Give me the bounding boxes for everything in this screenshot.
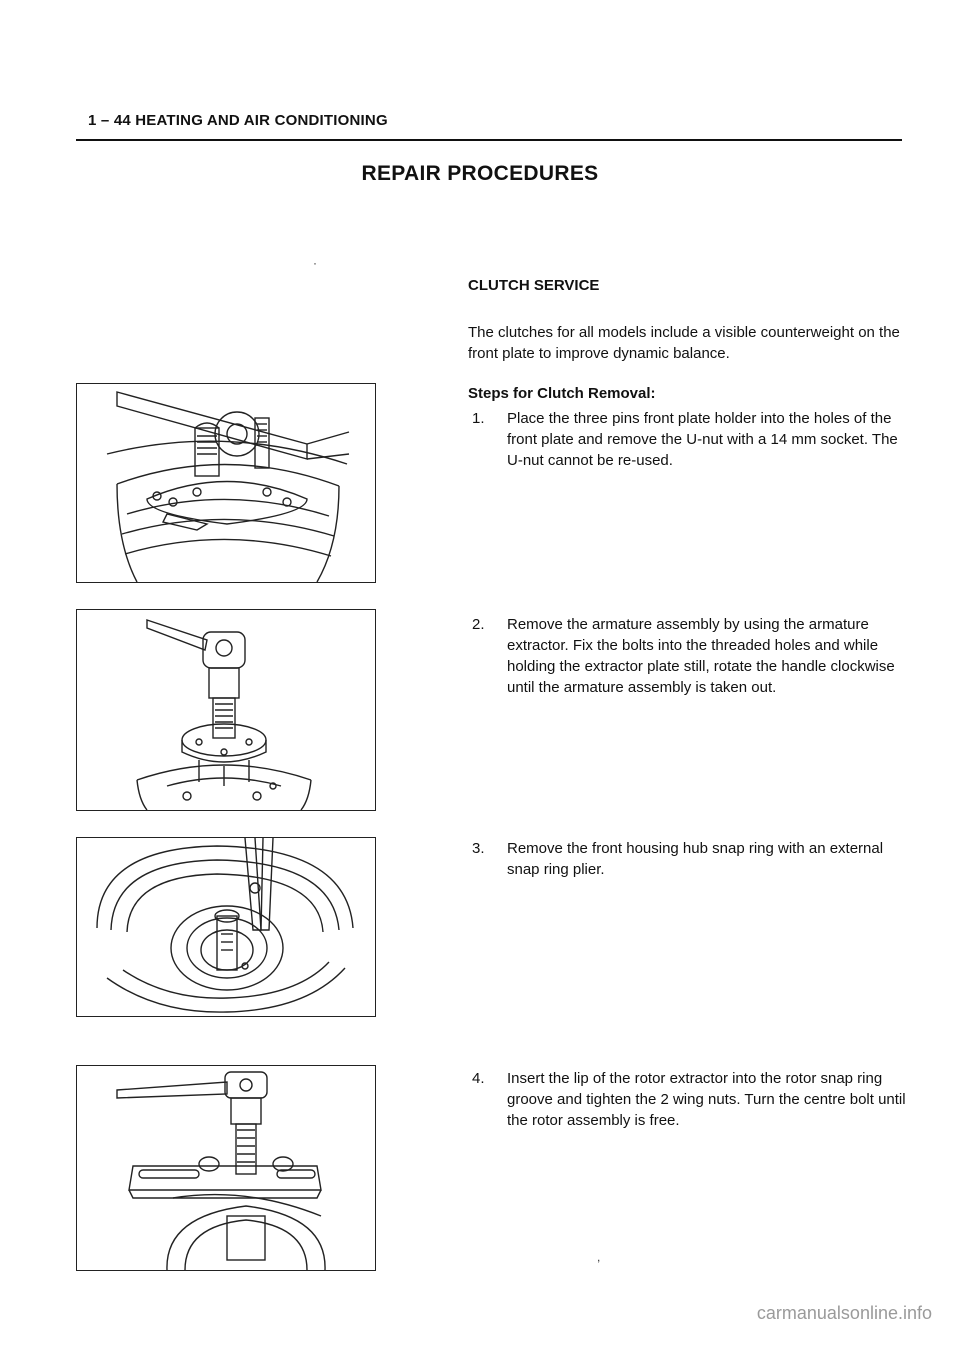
snap-ring-plier-illustration bbox=[76, 837, 376, 1017]
step-number: 4. bbox=[472, 1070, 485, 1087]
step-number: 1. bbox=[472, 410, 485, 427]
step-text: Place the three pins front plate holder into the holes of the front plate and remove the U-nut with a 14 mm socket. The U-nut cannot be re-used. bbox=[507, 410, 898, 469]
armature-extractor-illustration bbox=[76, 609, 376, 811]
step-3 bbox=[472, 838, 912, 880]
step-4 bbox=[472, 1068, 912, 1131]
section-intro: The clutches for all models include a visible counterweight on the front plate to improve dynamic balance. bbox=[468, 324, 900, 362]
header-rule bbox=[76, 139, 902, 141]
step-text: Remove the front housing hub snap ring with an external snap ring plier. bbox=[507, 840, 884, 878]
step-1 bbox=[472, 408, 912, 471]
step-2 bbox=[472, 614, 912, 698]
step-text: Insert the lip of the rotor extractor into the rotor snap ring groove and tighten the 2 wing nuts. Turn the centre bolt until the rotor assembly is free. bbox=[507, 1070, 906, 1129]
stray-mark: · bbox=[313, 256, 317, 270]
stray-mark: , bbox=[597, 1250, 601, 1264]
rotor-extractor-illustration bbox=[76, 1065, 376, 1271]
footer-watermark: carmanualsonline.info bbox=[756, 1303, 932, 1323]
step-number: 3. bbox=[472, 840, 485, 857]
section-title: CLUTCH SERVICE bbox=[468, 277, 600, 294]
steps-heading: Steps for Clutch Removal: bbox=[468, 385, 656, 402]
step-number: 2. bbox=[472, 616, 485, 633]
step-text: Remove the armature assembly by using the armature extractor. Fix the bolts into the threaded holes and while holding the extractor plate still, rotate the handle clockwise until the armature assembly is taken out. bbox=[507, 616, 895, 696]
front-plate-holder-illustration bbox=[76, 383, 376, 583]
page-title: REPAIR PROCEDURES bbox=[361, 162, 599, 185]
page-header: 1 – 44 HEATING AND AIR CONDITIONING bbox=[88, 112, 388, 129]
